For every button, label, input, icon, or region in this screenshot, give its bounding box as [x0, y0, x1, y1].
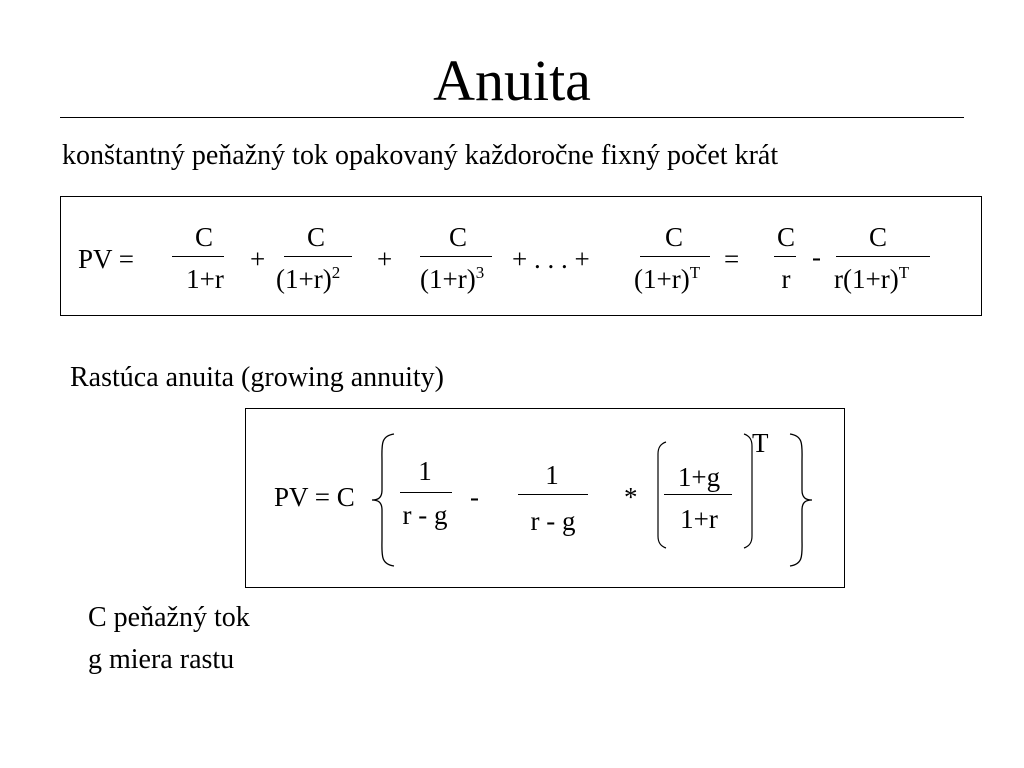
rhs1-denominator: r [781, 264, 791, 294]
rhs2-denominator: $r(1+r)^T$ [834, 263, 910, 294]
termT-denominator: $(1+r)^T$ [634, 263, 701, 294]
growing-lhs: PV = C [274, 482, 355, 512]
term2-denominator: $(1+r)^2$ [276, 263, 341, 294]
term1-numerator: C [194, 222, 213, 252]
growing-frac3-denominator: 1+r [680, 504, 718, 534]
growing-frac3-bar [664, 494, 732, 495]
term1-denominator: 1+r [186, 264, 224, 294]
slide-subtitle: konštantný peňažný tok opakovaný každoročne fixný počet krát [62, 140, 779, 171]
inner-left-paren [654, 440, 668, 550]
term3-denominator: $(1+r)^3$ [420, 263, 485, 294]
growing-frac1-bar [400, 492, 452, 493]
rhs1-numerator: C [776, 222, 795, 252]
rhs1-fraction-bar [774, 256, 796, 257]
annuity-lhs: PV = [78, 244, 135, 274]
legend-g-definition: g miera rastu [88, 644, 235, 675]
outer-left-brace [368, 432, 398, 568]
growing-frac1-numerator: 1 [418, 456, 432, 486]
plus-sign-1: + [250, 244, 266, 274]
term3-numerator: C [448, 222, 467, 252]
growing-exponent: T [752, 428, 769, 458]
rhs2-numerator: C [868, 222, 887, 252]
termT-numerator: C [664, 222, 683, 252]
equals-sign: = [724, 244, 740, 274]
growing-minus-sign: - [470, 482, 479, 512]
term1-fraction-bar [172, 256, 224, 257]
growing-frac1-denominator: r - g [402, 500, 448, 530]
term3-fraction-bar [420, 256, 492, 257]
ellipsis-plus: + . . . + [512, 244, 590, 274]
growing-frac2-numerator: 1 [545, 460, 559, 490]
growing-frac2-bar [518, 494, 588, 495]
title-divider [60, 117, 964, 118]
growing-frac3-numerator: 1+g [677, 462, 721, 492]
growing-frac2-denominator: r - g [530, 506, 576, 536]
slide-title: Anuita [433, 48, 591, 113]
rhs2-fraction-bar [836, 256, 930, 257]
term2-numerator: C [306, 222, 325, 252]
multiply-sign: * [624, 482, 638, 512]
plus-sign-2: + [377, 244, 393, 274]
growing-annuity-heading: Rastúca anuita (growing annuity) [70, 362, 445, 393]
legend-c-definition: C peňažný tok [88, 602, 250, 633]
minus-sign: - [812, 242, 821, 272]
termT-fraction-bar [640, 256, 710, 257]
outer-right-brace [786, 432, 816, 568]
term2-fraction-bar [284, 256, 352, 257]
